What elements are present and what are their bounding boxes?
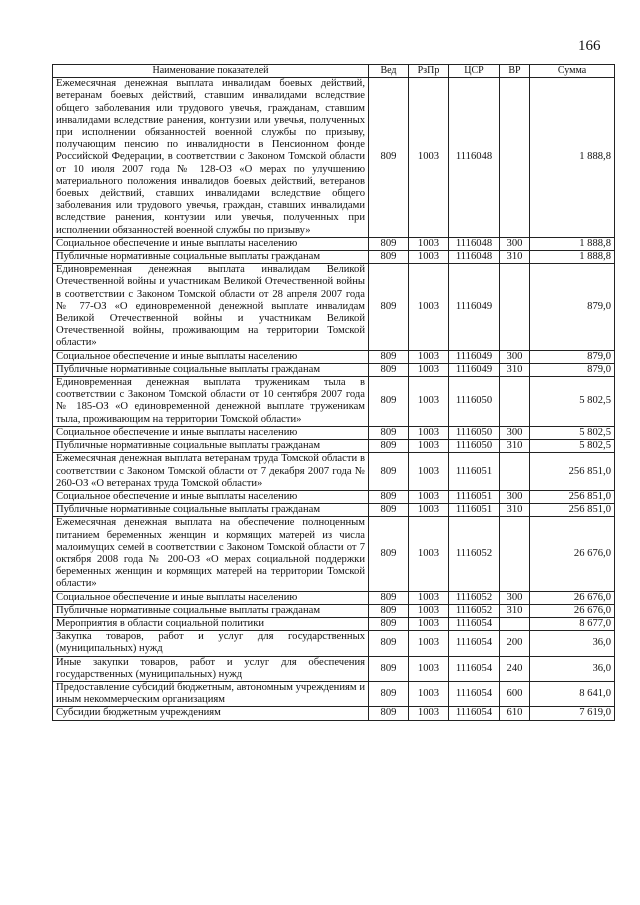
cell-name: Ежемесячная денежная выплата ветеранам труда Томской области в соответствии с Законом Томской области от 7 декабря 2007 года № 260-ОЗ «О ветеранах труда Томской области»	[53, 453, 369, 491]
cell-csr: 1116054	[449, 656, 500, 681]
table-header-row	[53, 65, 615, 78]
table-row	[53, 656, 615, 681]
cell-sum: 1 888,8	[530, 251, 615, 264]
cell-rzpr: 1003	[409, 363, 449, 376]
table-row	[53, 251, 615, 264]
cell-csr: 1116048	[449, 78, 500, 238]
table-row	[53, 264, 615, 350]
cell-csr: 1116051	[449, 490, 500, 503]
cell-name: Иные закупки товаров, работ и услуг для обеспечения государственных (муниципальных) нужд	[53, 656, 369, 681]
cell-name: Предоставление субсидий бюджетным, автономным учреждениям и иным некоммерческим организациям	[53, 681, 369, 706]
cell-name: Закупка товаров, работ и услуг для государственных (муниципальных) нужд	[53, 631, 369, 656]
cell-name: Социальное обеспечение и иные выплаты населению	[53, 237, 369, 250]
cell-sum: 26 676,0	[530, 591, 615, 604]
cell-sum: 879,0	[530, 350, 615, 363]
cell-sum: 5 802,5	[530, 440, 615, 453]
cell-vr	[500, 517, 530, 591]
cell-rzpr: 1003	[409, 251, 449, 264]
header-name: Наименование показателей	[53, 65, 369, 78]
cell-vr	[500, 264, 530, 350]
cell-name: Единовременная денежная выплата инвалидам Великой Отечественной войны и участникам Великой Отечественной войны в соответствии с Законом Томской области от 28 апреля 2007 года № 77-ОЗ «О единовременной денежной выплате инвалидам Великой Отечественной войны и участникам Великой Отечественной войны, проживающим на территории Томской области»	[53, 264, 369, 350]
cell-csr: 1116048	[449, 237, 500, 250]
cell-sum: 36,0	[530, 631, 615, 656]
cell-rzpr: 1003	[409, 264, 449, 350]
cell-vr: 310	[500, 363, 530, 376]
cell-ved: 809	[369, 377, 409, 427]
cell-vr: 300	[500, 237, 530, 250]
header-csr: ЦСР	[449, 65, 500, 78]
cell-csr: 1116051	[449, 453, 500, 491]
cell-rzpr: 1003	[409, 591, 449, 604]
cell-name: Мероприятия в области социальной политики	[53, 617, 369, 630]
cell-name: Социальное обеспечение и иные выплаты населению	[53, 350, 369, 363]
table-row	[53, 78, 615, 238]
cell-ved: 809	[369, 591, 409, 604]
cell-rzpr: 1003	[409, 617, 449, 630]
cell-sum: 256 851,0	[530, 453, 615, 491]
cell-sum: 8 677,0	[530, 617, 615, 630]
table-row	[53, 707, 615, 720]
cell-sum: 1 888,8	[530, 78, 615, 238]
cell-vr: 200	[500, 631, 530, 656]
cell-name: Социальное обеспечение и иные выплаты населению	[53, 426, 369, 439]
cell-sum: 5 802,5	[530, 426, 615, 439]
cell-rzpr: 1003	[409, 237, 449, 250]
table-row	[53, 377, 615, 427]
cell-sum: 36,0	[530, 656, 615, 681]
cell-sum: 256 851,0	[530, 504, 615, 517]
cell-vr: 300	[500, 591, 530, 604]
cell-rzpr: 1003	[409, 78, 449, 238]
cell-csr: 1116050	[449, 440, 500, 453]
cell-vr: 300	[500, 490, 530, 503]
cell-ved: 809	[369, 631, 409, 656]
cell-vr: 310	[500, 440, 530, 453]
table-row	[53, 604, 615, 617]
cell-rzpr: 1003	[409, 426, 449, 439]
header-sum: Сумма	[530, 65, 615, 78]
table-row	[53, 237, 615, 250]
cell-name: Социальное обеспечение и иные выплаты населению	[53, 490, 369, 503]
cell-ved: 809	[369, 504, 409, 517]
table-row	[53, 517, 615, 591]
cell-name: Публичные нормативные социальные выплаты гражданам	[53, 604, 369, 617]
cell-name: Социальное обеспечение и иные выплаты населению	[53, 591, 369, 604]
cell-sum: 1 888,8	[530, 237, 615, 250]
table-row	[53, 440, 615, 453]
cell-rzpr: 1003	[409, 604, 449, 617]
cell-vr: 300	[500, 426, 530, 439]
cell-ved: 809	[369, 350, 409, 363]
cell-csr: 1116049	[449, 264, 500, 350]
cell-rzpr: 1003	[409, 504, 449, 517]
cell-sum: 879,0	[530, 264, 615, 350]
cell-name: Публичные нормативные социальные выплаты гражданам	[53, 363, 369, 376]
table-body	[53, 78, 615, 720]
cell-vr	[500, 453, 530, 491]
header-ved: Вед	[369, 65, 409, 78]
cell-rzpr: 1003	[409, 631, 449, 656]
cell-rzpr: 1003	[409, 707, 449, 720]
cell-csr: 1116052	[449, 604, 500, 617]
cell-name: Публичные нормативные социальные выплаты гражданам	[53, 504, 369, 517]
cell-sum: 8 641,0	[530, 681, 615, 706]
table-row	[53, 681, 615, 706]
cell-csr: 1116051	[449, 504, 500, 517]
cell-csr: 1116050	[449, 377, 500, 427]
cell-vr: 240	[500, 656, 530, 681]
cell-sum: 7 619,0	[530, 707, 615, 720]
cell-sum: 5 802,5	[530, 377, 615, 427]
table-row	[53, 617, 615, 630]
cell-name: Единовременная денежная выплата труженикам тыла в соответствии с Законом Томской области от 10 сентября 2007 года № 185-ОЗ «О единовременной денежной выплате труженикам тыла, проживающим на территории Томской области»	[53, 377, 369, 427]
cell-name: Ежемесячная денежная выплата на обеспечение полноценным питанием беременных женщин и кормящих матерей из числа малоимущих семей в соответствии с Законом Томской области от 7 октября 2008 года № 200-ОЗ «О мерах социальной поддержки беременных женщин и кормящих матерей на территории Томской области»	[53, 517, 369, 591]
cell-rzpr: 1003	[409, 681, 449, 706]
cell-ved: 809	[369, 453, 409, 491]
cell-rzpr: 1003	[409, 517, 449, 591]
cell-vr	[500, 377, 530, 427]
cell-csr: 1116054	[449, 617, 500, 630]
cell-ved: 809	[369, 78, 409, 238]
cell-sum: 26 676,0	[530, 604, 615, 617]
cell-ved: 809	[369, 363, 409, 376]
cell-vr	[500, 617, 530, 630]
table-row	[53, 504, 615, 517]
cell-ved: 809	[369, 490, 409, 503]
cell-rzpr: 1003	[409, 453, 449, 491]
cell-sum: 879,0	[530, 363, 615, 376]
cell-ved: 809	[369, 604, 409, 617]
page-number: 166	[578, 38, 601, 54]
cell-ved: 809	[369, 426, 409, 439]
cell-vr: 300	[500, 350, 530, 363]
cell-ved: 809	[369, 517, 409, 591]
cell-name: Публичные нормативные социальные выплаты гражданам	[53, 440, 369, 453]
cell-ved: 809	[369, 707, 409, 720]
header-vr: ВР	[500, 65, 530, 78]
cell-rzpr: 1003	[409, 490, 449, 503]
cell-csr: 1116054	[449, 631, 500, 656]
table-row	[53, 631, 615, 656]
table-row	[53, 363, 615, 376]
cell-vr: 310	[500, 604, 530, 617]
table-row	[53, 350, 615, 363]
cell-csr: 1116052	[449, 591, 500, 604]
cell-ved: 809	[369, 237, 409, 250]
table-row	[53, 426, 615, 439]
cell-ved: 809	[369, 617, 409, 630]
cell-ved: 809	[369, 264, 409, 350]
cell-rzpr: 1003	[409, 656, 449, 681]
cell-vr: 310	[500, 251, 530, 264]
table-row	[53, 453, 615, 491]
cell-csr: 1116050	[449, 426, 500, 439]
cell-vr: 600	[500, 681, 530, 706]
cell-name: Публичные нормативные социальные выплаты гражданам	[53, 251, 369, 264]
cell-sum: 26 676,0	[530, 517, 615, 591]
cell-name: Ежемесячная денежная выплата инвалидам боевых действий, ветеранам боевых действий, ставшим инвалидами вследствие общего заболевания или трудового увечья, гражданам, ставшим инвалидами вследствие ранения, контузии или увечья, полученных при исполнении обязанностей военной службы по призыву, получающим пенсию по инвалидности в Пенсионном фонде Российской Федерации, в соответствии с Законом Томской области от 10 июля 2007 года № 128-ОЗ «О мерах по улучшению материального положения инвалидов боевых действий, ветеранов боевых действий, ставших инвалидами вследствие общего заболевания или трудового увечья, граждан, ставших инвалидами вследствие ранения, контузии или увечья, полученных при исполнении обязанностей военной службы по призыву»	[53, 78, 369, 238]
cell-ved: 809	[369, 251, 409, 264]
cell-ved: 809	[369, 656, 409, 681]
header-rzpr: РзПр	[409, 65, 449, 78]
table-row	[53, 490, 615, 503]
budget-table	[52, 64, 615, 721]
cell-vr: 610	[500, 707, 530, 720]
cell-csr: 1116054	[449, 681, 500, 706]
cell-vr	[500, 78, 530, 238]
cell-csr: 1116049	[449, 350, 500, 363]
cell-vr: 310	[500, 504, 530, 517]
cell-csr: 1116048	[449, 251, 500, 264]
cell-rzpr: 1003	[409, 440, 449, 453]
cell-sum: 256 851,0	[530, 490, 615, 503]
cell-csr: 1116054	[449, 707, 500, 720]
cell-ved: 809	[369, 681, 409, 706]
table-row	[53, 591, 615, 604]
cell-rzpr: 1003	[409, 350, 449, 363]
cell-rzpr: 1003	[409, 377, 449, 427]
cell-name: Субсидии бюджетным учреждениям	[53, 707, 369, 720]
cell-csr: 1116052	[449, 517, 500, 591]
cell-ved: 809	[369, 440, 409, 453]
cell-csr: 1116049	[449, 363, 500, 376]
